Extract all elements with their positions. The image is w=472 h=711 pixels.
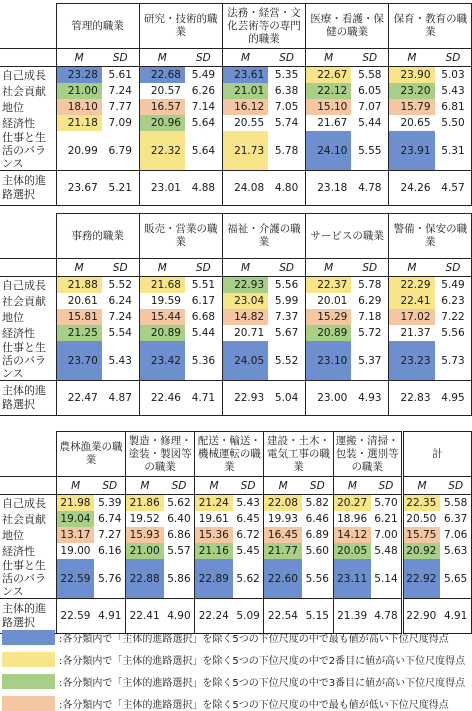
score-table-3	[0, 431, 472, 634]
mean-cell: 23.20	[389, 83, 435, 99]
mean-cell: 15.93	[126, 527, 164, 543]
table-row	[0, 341, 472, 381]
corner-cell	[0, 477, 56, 495]
sd-cell: 5.45	[236, 545, 260, 557]
legend-text: :各分類内で「主体的進路選択」を除く5つの下位尺度の中で最も値が低い下位尺度得点	[59, 699, 449, 711]
mean-cell: 20.96	[139, 115, 185, 131]
mean-cell: 23.01	[139, 171, 185, 206]
sd-cell: 7.09	[108, 117, 132, 129]
mean-cell: 21.01	[222, 83, 268, 99]
row-label: 自己成長	[2, 497, 46, 510]
table-row	[0, 131, 472, 171]
mean-cell: 21.77	[264, 543, 302, 559]
sd-col-header: SD	[185, 49, 222, 67]
mean-cell: 24.05	[222, 341, 268, 381]
sd-col-header: SD	[94, 477, 125, 495]
sd-cell: 7.05	[274, 101, 299, 113]
mean-cell: 19.61	[195, 511, 233, 527]
mean-cell: 22.12	[306, 83, 352, 99]
row-label: 仕事と生活のバランス	[0, 559, 56, 599]
corner-cell	[0, 214, 56, 259]
sd-cell: 5.44	[358, 117, 382, 129]
group-header: 農林漁業の職業	[56, 432, 125, 477]
sd-col-header: SD	[268, 259, 305, 277]
table-row	[0, 495, 472, 512]
sd-cell: 6.29	[358, 295, 382, 307]
mean-col-header: M	[306, 49, 352, 67]
table-row	[0, 511, 472, 527]
sd-col-header: SD	[435, 259, 472, 277]
sd-cell: 6.16	[98, 545, 122, 557]
sd-cell: 5.60	[305, 545, 329, 557]
sd-col-header: SD	[351, 259, 388, 277]
group-header: 警備・保安の職業	[389, 214, 472, 259]
sd-col-header: SD	[435, 49, 472, 67]
sd-cell: 5.67	[274, 327, 299, 339]
table-row	[0, 325, 472, 341]
group-header: 事務的職業	[56, 214, 139, 259]
mean-cell: 22.54	[264, 599, 302, 634]
sd-cell: 5.49	[435, 277, 472, 294]
sd-cell: 4.80	[268, 171, 305, 206]
row-label: 地位	[2, 311, 24, 324]
row-label: 社会貢献	[2, 295, 46, 308]
mean-cell: 22.46	[139, 381, 185, 416]
mean-col-header: M	[56, 477, 94, 495]
mean-cell: 16.12	[222, 99, 268, 115]
mean-cell: 21.68	[139, 277, 185, 294]
legend-text: :各分類内で「主体的進路選択」を除く5つの下位尺度の中で3番目に値が高い下位尺度得点	[59, 677, 466, 689]
sd-cell: 5.52	[108, 279, 132, 291]
table-row	[0, 309, 472, 325]
table-row	[0, 381, 472, 416]
mean-cell: 21.86	[126, 495, 164, 512]
sd-cell: 5.61	[108, 69, 132, 81]
mean-cell: 18.10	[56, 99, 102, 115]
mean-cell: 23.91	[389, 131, 435, 171]
mean-cell: 21.18	[56, 115, 102, 131]
sd-cell: 6.86	[167, 529, 191, 541]
sd-cell: 5.82	[305, 497, 329, 509]
row-label: 社会貢献	[2, 513, 46, 526]
mean-col-header: M	[264, 477, 302, 495]
sd-cell: 5.57	[167, 545, 191, 557]
mean-cell: 15.81	[56, 309, 102, 325]
sd-cell: 7.00	[374, 529, 398, 541]
mean-cell: 16.45	[264, 527, 302, 543]
corner-cell	[0, 259, 56, 277]
sd-col-header: SD	[351, 49, 388, 67]
row-label: 主体的進路選択	[0, 381, 56, 416]
legend-item	[2, 673, 470, 689]
group-header: サービスの職業	[306, 214, 389, 259]
mean-cell: 22.37	[306, 277, 352, 294]
sd-cell: 5.55	[351, 131, 388, 171]
mean-cell: 23.00	[306, 381, 352, 416]
group-header: 福祉・介護の職業	[222, 214, 305, 259]
sd-cell: 5.62	[233, 559, 264, 599]
mean-cell: 24.26	[389, 171, 435, 206]
row-label: 社会貢献	[2, 85, 46, 98]
mean-cell: 22.93	[222, 277, 268, 294]
mean-cell: 22.47	[56, 381, 102, 416]
sd-cell: 7.37	[274, 311, 299, 323]
sd-cell: 5.39	[98, 497, 122, 509]
sd-col-header: SD	[371, 477, 402, 495]
sd-cell: 5.54	[108, 327, 132, 339]
mean-cell: 21.67	[306, 115, 352, 131]
sd-cell: 6.24	[108, 295, 132, 307]
sd-cell: 6.26	[191, 85, 216, 97]
group-header: 建設・土木・電気工事の職業	[264, 432, 333, 477]
mean-cell: 20.92	[402, 543, 440, 559]
sd-cell: 4.71	[185, 381, 222, 416]
sd-cell: 6.17	[191, 295, 216, 307]
score-table-1	[0, 3, 472, 206]
mean-cell: 22.08	[264, 495, 302, 512]
sd-cell: 5.70	[374, 497, 398, 509]
sd-cell: 7.07	[358, 101, 382, 113]
mean-cell: 15.79	[389, 99, 435, 115]
row-label: 自己成長	[2, 69, 46, 82]
mean-cell: 22.29	[389, 277, 435, 294]
mean-cell: 18.96	[333, 511, 371, 527]
group-header: 管理的職業	[56, 4, 139, 49]
legend-item	[2, 651, 470, 667]
sd-cell: 5.64	[185, 131, 222, 171]
table-row	[0, 99, 472, 115]
sd-cell: 6.40	[167, 513, 191, 525]
mean-cell: 23.42	[139, 341, 185, 381]
sd-cell: 5.36	[185, 341, 222, 381]
mean-cell: 22.67	[306, 67, 352, 84]
sd-cell: 7.77	[108, 101, 132, 113]
mean-cell: 22.90	[402, 599, 440, 634]
sd-cell: 7.24	[108, 85, 132, 97]
sd-cell: 5.21	[102, 171, 139, 206]
mean-cell: 23.10	[306, 341, 352, 381]
mean-cell: 15.36	[195, 527, 233, 543]
legend-swatch	[2, 696, 55, 711]
mean-cell: 23.61	[222, 67, 268, 84]
sd-cell: 5.43	[435, 83, 472, 99]
mean-cell: 22.41	[126, 599, 164, 634]
sd-cell: 5.58	[358, 69, 382, 81]
group-header: 配送・輸送・機械運転の職業	[195, 432, 264, 477]
mean-cell: 20.50	[402, 511, 440, 527]
sd-cell: 5.04	[268, 381, 305, 416]
sd-cell: 5.48	[374, 545, 398, 557]
mean-cell: 22.59	[56, 599, 94, 634]
row-label: 仕事と生活のバランス	[0, 341, 56, 381]
mean-cell: 15.75	[402, 527, 440, 543]
sd-cell: 7.22	[435, 309, 472, 325]
mean-cell: 23.67	[56, 171, 102, 206]
mean-col-header: M	[333, 477, 371, 495]
mean-cell: 23.23	[389, 341, 435, 381]
total-header: 計	[402, 432, 471, 477]
legend-item	[2, 629, 470, 645]
mean-cell: 22.68	[139, 67, 185, 84]
mean-cell: 23.28	[56, 67, 102, 84]
sd-cell: 5.72	[358, 327, 382, 339]
sd-col-header: SD	[164, 477, 195, 495]
row-label: 地位	[2, 529, 24, 542]
mean-cell: 15.29	[306, 309, 352, 325]
mean-cell: 22.59	[56, 559, 94, 599]
sd-cell: 5.15	[302, 599, 333, 634]
sd-cell: 7.06	[440, 527, 471, 543]
mean-cell: 22.88	[126, 559, 164, 599]
sd-cell: 4.91	[94, 599, 125, 634]
sd-cell: 5.99	[274, 295, 299, 307]
sd-cell: 6.89	[305, 529, 329, 541]
table-row	[0, 277, 472, 294]
row-label: 経済性	[2, 117, 35, 130]
sd-cell: 5.52	[268, 341, 305, 381]
sd-col-header: SD	[185, 259, 222, 277]
sd-cell: 5.03	[435, 67, 472, 84]
sd-col-header: SD	[102, 49, 139, 67]
row-label: 経済性	[2, 545, 35, 558]
group-header: 研究・技術的職業	[139, 4, 222, 49]
sd-cell: 7.27	[98, 529, 122, 541]
sd-cell: 5.78	[268, 131, 305, 171]
sd-cell: 4.91	[440, 599, 471, 634]
sd-cell: 6.72	[236, 529, 260, 541]
sd-cell: 7.24	[108, 311, 132, 323]
legend-swatch	[2, 652, 55, 667]
mean-cell: 23.18	[306, 171, 352, 206]
table-row	[0, 543, 472, 559]
mean-cell: 20.89	[306, 325, 352, 341]
mean-cell: 21.25	[56, 325, 102, 341]
sd-cell: 5.63	[440, 543, 471, 559]
sd-cell: 7.18	[358, 311, 382, 323]
sd-cell: 4.87	[102, 381, 139, 416]
sd-cell: 6.74	[98, 513, 122, 525]
mean-col-header: M	[306, 259, 352, 277]
table-row	[0, 67, 472, 84]
corner-cell	[0, 432, 56, 477]
mean-cell: 21.00	[56, 83, 102, 99]
sd-col-header: SD	[233, 477, 264, 495]
sd-cell: 4.88	[185, 171, 222, 206]
sd-cell: 5.31	[435, 131, 472, 171]
mean-cell: 22.89	[195, 559, 233, 599]
mean-cell: 21.24	[195, 495, 233, 512]
mean-cell: 19.93	[264, 511, 302, 527]
sd-cell: 6.38	[274, 85, 299, 97]
sd-col-header: SD	[102, 259, 139, 277]
sd-col-header: SD	[440, 477, 471, 495]
group-header: 法務・経営・文化芸術等の専門的職業	[222, 4, 305, 49]
table-row	[0, 171, 472, 206]
mean-cell: 13.17	[56, 527, 94, 543]
mean-cell: 22.35	[402, 495, 440, 512]
sd-cell: 5.58	[440, 495, 471, 512]
sd-cell: 6.23	[435, 293, 472, 309]
mean-cell: 21.00	[126, 543, 164, 559]
mean-cell: 21.37	[389, 325, 435, 341]
row-label: 経済性	[2, 327, 35, 340]
mean-cell: 20.05	[333, 543, 371, 559]
sd-cell: 5.56	[274, 279, 299, 291]
group-header: 運搬・清掃・包装・選別等の職業	[333, 432, 402, 477]
sd-cell: 5.76	[94, 559, 125, 599]
legend-swatch	[2, 674, 55, 689]
mean-cell: 23.11	[333, 559, 371, 599]
mean-col-header: M	[222, 49, 268, 67]
mean-cell: 22.60	[264, 559, 302, 599]
mean-cell: 19.00	[56, 543, 94, 559]
mean-col-header: M	[56, 259, 102, 277]
sd-cell: 4.90	[164, 599, 195, 634]
row-label: 自己成長	[2, 279, 46, 292]
sd-cell: 7.14	[191, 101, 216, 113]
row-label: 仕事と生活のバランス	[0, 131, 56, 171]
sd-cell: 5.86	[164, 559, 195, 599]
sd-cell: 6.37	[440, 511, 471, 527]
table-row	[0, 293, 472, 309]
group-header: 保育・教育の職業	[389, 4, 472, 49]
legend-item	[2, 695, 470, 711]
mean-col-header: M	[56, 49, 102, 67]
sd-cell: 6.45	[236, 513, 260, 525]
sd-cell: 5.43	[236, 497, 260, 509]
mean-cell: 22.32	[139, 131, 185, 171]
sd-cell: 5.62	[167, 497, 191, 509]
sd-cell: 6.21	[374, 513, 398, 525]
mean-cell: 24.08	[222, 171, 268, 206]
mean-col-header: M	[139, 49, 185, 67]
sd-cell: 5.73	[435, 341, 472, 381]
mean-cell: 15.44	[139, 309, 185, 325]
sd-cell: 4.57	[435, 171, 472, 206]
mean-cell: 21.73	[222, 131, 268, 171]
sd-cell: 5.78	[358, 279, 382, 291]
mean-cell: 24.10	[306, 131, 352, 171]
mean-cell: 22.83	[389, 381, 435, 416]
sd-cell: 5.35	[274, 69, 299, 81]
mean-cell: 20.55	[222, 115, 268, 131]
sd-cell: 5.14	[371, 559, 402, 599]
sd-cell: 6.81	[435, 99, 472, 115]
mean-cell: 16.57	[139, 99, 185, 115]
sd-cell: 4.93	[351, 381, 388, 416]
group-header: 製造・修理・塗装・製図等の職業	[126, 432, 195, 477]
corner-cell	[0, 49, 56, 67]
mean-col-header: M	[222, 259, 268, 277]
mean-cell: 20.61	[56, 293, 102, 309]
mean-cell: 22.24	[195, 599, 233, 634]
mean-cell: 23.90	[389, 67, 435, 84]
sd-cell: 5.49	[191, 69, 216, 81]
mean-cell: 20.57	[139, 83, 185, 99]
mean-cell: 23.04	[222, 293, 268, 309]
mean-cell: 20.01	[306, 293, 352, 309]
mean-cell: 22.41	[389, 293, 435, 309]
mean-col-header: M	[402, 477, 440, 495]
mean-cell: 21.98	[56, 495, 94, 512]
mean-cell: 22.92	[402, 559, 440, 599]
sd-cell: 6.05	[358, 85, 382, 97]
sd-cell: 5.51	[191, 279, 216, 291]
corner-cell	[0, 4, 56, 49]
sd-cell: 5.43	[102, 341, 139, 381]
mean-cell: 14.82	[222, 309, 268, 325]
sd-cell: 5.44	[191, 327, 216, 339]
legend-swatch	[2, 630, 55, 645]
mean-cell: 15.10	[306, 99, 352, 115]
mean-cell: 14.12	[333, 527, 371, 543]
mean-col-header: M	[139, 259, 185, 277]
sd-cell: 6.68	[191, 311, 216, 323]
sd-col-header: SD	[268, 49, 305, 67]
sd-cell: 5.37	[351, 341, 388, 381]
legend-text: :各分類内で「主体的進路選択」を除く5つの下位尺度の中で最も値が高い下位尺度得点	[59, 633, 449, 645]
sd-col-header: SD	[302, 477, 333, 495]
legend-text: :各分類内で「主体的進路選択」を除く5つの下位尺度の中で2番目に値が高い下位尺度得点	[59, 655, 466, 667]
sd-cell: 6.79	[102, 131, 139, 171]
mean-cell: 21.16	[195, 543, 233, 559]
mean-cell: 19.59	[139, 293, 185, 309]
mean-cell: 23.70	[56, 341, 102, 381]
group-header: 販売・営業の職業	[139, 214, 222, 259]
sd-cell: 4.95	[435, 381, 472, 416]
sd-cell: 5.09	[233, 599, 264, 634]
table-row	[0, 559, 472, 599]
mean-col-header: M	[126, 477, 164, 495]
table-row	[0, 115, 472, 131]
mean-cell: 21.39	[333, 599, 371, 634]
mean-col-header: M	[195, 477, 233, 495]
score-table-2	[0, 213, 472, 416]
table-row	[0, 83, 472, 99]
mean-col-header: M	[389, 259, 435, 277]
sd-cell: 6.46	[305, 513, 329, 525]
sd-cell: 5.64	[191, 117, 216, 129]
sd-cell: 5.74	[274, 117, 299, 129]
sd-cell: 4.78	[351, 171, 388, 206]
mean-cell: 19.52	[126, 511, 164, 527]
sd-cell: 5.56	[302, 559, 333, 599]
mean-cell: 17.02	[389, 309, 435, 325]
mean-cell: 20.27	[333, 495, 371, 512]
mean-cell: 19.04	[56, 511, 94, 527]
sd-cell: 5.65	[440, 559, 471, 599]
mean-cell: 20.89	[139, 325, 185, 341]
sd-cell: 4.78	[371, 599, 402, 634]
mean-cell: 20.65	[389, 115, 435, 131]
table-row	[0, 527, 472, 543]
sd-cell: 5.56	[435, 325, 472, 341]
mean-cell: 20.99	[56, 131, 102, 171]
mean-col-header: M	[389, 49, 435, 67]
mean-cell: 20.71	[222, 325, 268, 341]
mean-cell: 22.93	[222, 381, 268, 416]
group-header: 医療・看護・保健の職業	[306, 4, 389, 49]
sd-cell: 5.50	[435, 115, 472, 131]
row-label: 主体的進路選択	[0, 171, 56, 206]
mean-cell: 21.88	[56, 277, 102, 294]
row-label: 地位	[2, 101, 24, 114]
row-label: 主体的進路選択	[0, 599, 56, 634]
